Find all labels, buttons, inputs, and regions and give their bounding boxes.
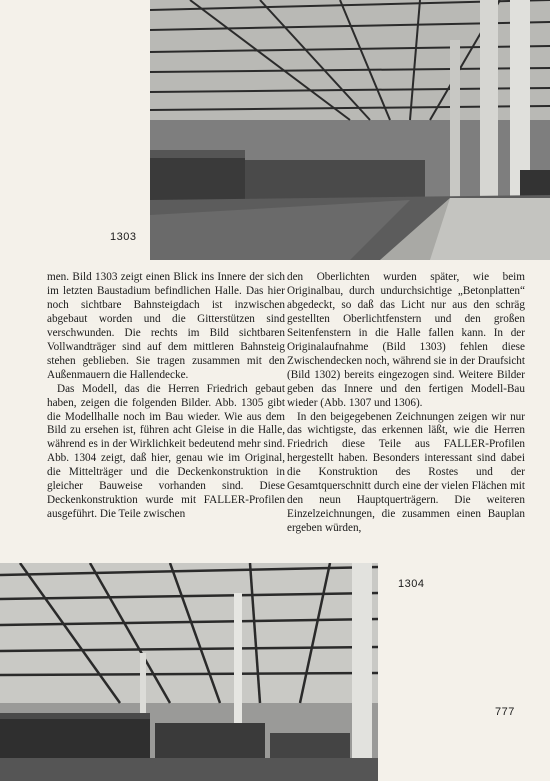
- photo-hall-interior-drawing: [150, 0, 550, 260]
- text-column-left: [47, 271, 285, 522]
- paragraph: In den beigegebenen Zeichnungen zeigen wir nur das wichtigste, das erkennen läßt, wie die Herren Friedrich diese Teile aus FALLER-Profilen hergestellt haben. Besonders interessant sind dabei die Konstruktion des Rostes und der Gesamtquerschnitt durch eine der vielen Flächen mit den neun Hauptquerträgern. Die weiteren Einzelzeichnungen, die zusammen einen Bauplan ergeben würden,: [287, 410, 525, 535]
- page-number: 777: [495, 706, 515, 718]
- photo-model-hall-drawing: [0, 563, 378, 781]
- photo-hall-interior: [150, 0, 550, 260]
- text-column-right: [287, 271, 525, 536]
- caption-figure-1303: 1303: [110, 231, 137, 243]
- paragraph: den Oberlichten wurden später, wie beim Originalbau, durch undurchsichtige „Betonplatten“ abgedeckt, so daß das Licht nur aus den schräg gestellten Oberlichtfenstern und den großen Seitenfenstern in die Halle fallen kann. In der Originalaufnahme (Bild 1303) fehlen diese Zwischendecken noch, während sie in der Draufsicht (Bild 1302) bereits eingezogen sind. Weitere Bilder geben das Innere und den fertigen Modell-Bau wieder (Abb. 1307 und 1306).: [287, 271, 525, 409]
- caption-figure-1304: 1304: [398, 578, 425, 590]
- paragraph: Das Modell, das die Herren Friedrich gebaut haben, zeigen die folgenden Bilder. Abb. 1305 gibt die Modellhalle noch im Bau wieder. Wie aus dem Bild zu ersehen ist, führen acht Gleise in die Halle, während es in der Wirklichkeit bedeutend mehr sind. Abb. 1304 zeigt, daß hier, genau wie im Original, die Mittelträger und die Deckenkonstruktion in gleicher Bauweise vorhanden sind. Diese Deckenkonstruktion wurde mit FALLER-Profilen ausgeführt. Die Teile zwischen: [47, 382, 285, 521]
- paragraph: men. Bild 1303 zeigt einen Blick ins Innere der sich im letzten Baustadium befindlichen Halle. Das hier noch sichtbare Bahnsteigdach ist inzwischen abgebaut worden und die Gitterstützen sind verschwunden. Die rechts im Bild sichtbaren Vollwandträger sind auf dem mittleren Bahnsteig stehen geblieben. Sie tragen zusammen mit den Außenmauern die Hallendecke.: [47, 271, 285, 381]
- photo-model-hall: [0, 563, 378, 781]
